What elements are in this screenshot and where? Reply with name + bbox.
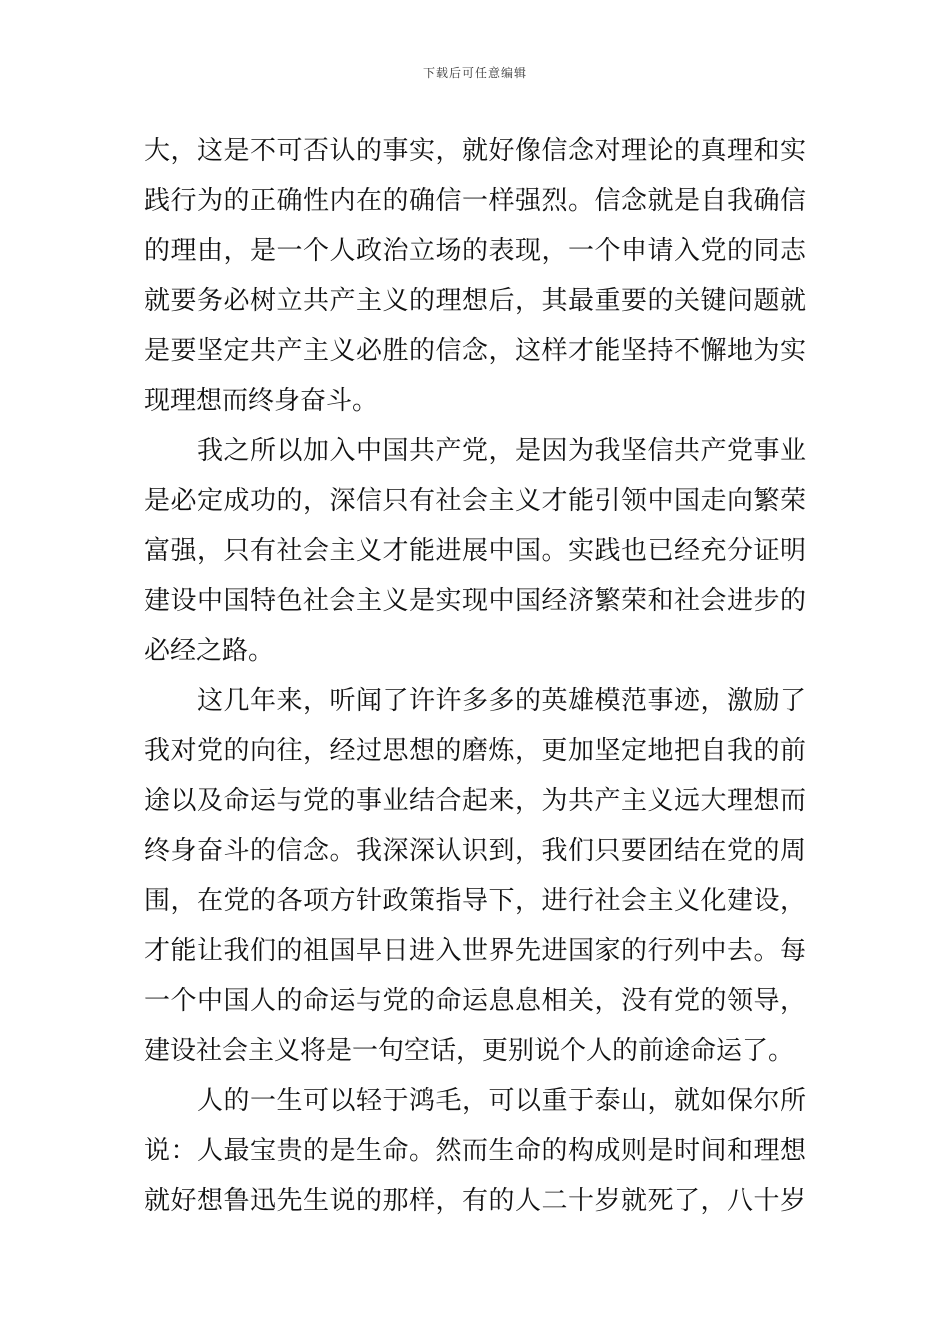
text-line: 富强，只有社会主义才能进展中国。实践也已经充分证明 <box>144 536 806 566</box>
text-line: 是必定成功的，深信只有社会主义才能引领中国走向繁荣 <box>144 486 806 516</box>
text-line: 的理由，是一个人政治立场的表现，一个申请入党的同志 <box>144 236 806 266</box>
text-line: 必经之路。 <box>144 636 275 666</box>
text-line: 我之所以加入中国共产党，是因为我坚信共产党事业 <box>197 436 806 466</box>
text-line: 建设社会主义将是一句空话，更别说个人的前途命运了。 <box>144 1036 795 1066</box>
text-line: 就要务必树立共产主义的理想后，其最重要的关键问题就 <box>144 286 806 316</box>
text-line: 是要坚定共产主义必胜的信念，这样才能坚持不懈地为实 <box>144 336 806 366</box>
text-line: 一个中国人的命运与党的命运息息相关，没有党的领导， <box>144 986 806 1016</box>
body-text <box>144 126 806 1226</box>
text-line: 大，这是不可否认的事实，就好像信念对理论的真理和实 <box>144 136 806 166</box>
text-line: 途以及命运与党的事业结合起来，为共产主义远大理想而 <box>144 786 806 816</box>
text-line: 人的一生可以轻于鸿毛，可以重于泰山，就如保尔所 <box>197 1086 806 1116</box>
text-line: 建设中国特色社会主义是实现中国经济繁荣和社会进步的 <box>144 586 806 616</box>
text-line: 我对党的向往，经过思想的磨炼，更加坚定地把自我的前 <box>144 736 806 766</box>
page-header: 下载后可任意编辑 <box>422 66 527 80</box>
text-line: 践行为的正确性内在的确信一样强烈。信念就是自我确信 <box>144 186 806 216</box>
text-line: 现理想而终身奋斗。 <box>144 386 379 416</box>
text-line: 这几年来，听闻了许许多多的英雄模范事迹，激励了 <box>197 686 806 716</box>
text-line: 围，在党的各项方针政策指导下，进行社会主义化建设， <box>144 886 806 916</box>
text-line: 终身奋斗的信念。我深深认识到，我们只要团结在党的周 <box>144 836 806 866</box>
text-line: 就好想鲁迅先生说的那样，有的人二十岁就死了，八十岁 <box>144 1186 806 1216</box>
text-line: 说：人最宝贵的是生命。然而生命的构成则是时间和理想 <box>144 1136 806 1166</box>
text-line: 才能让我们的祖国早日进入世界先进国家的行列中去。每 <box>144 936 806 966</box>
